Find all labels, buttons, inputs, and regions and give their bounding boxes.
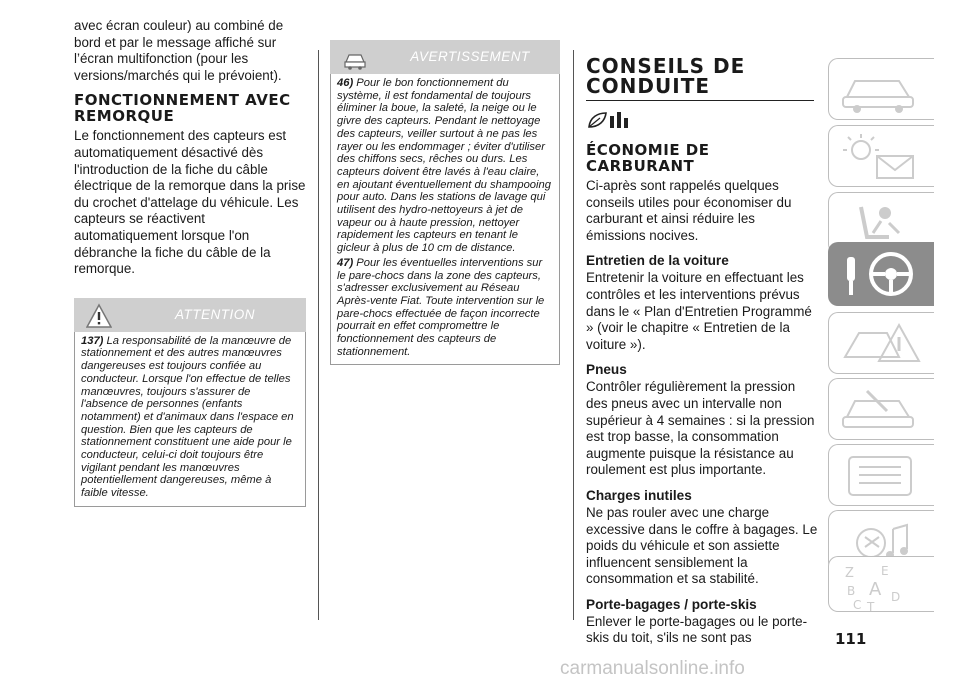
subsection-title: Entretien de la voiture bbox=[586, 253, 729, 269]
subsection-title: Porte-bagages / porte-skis bbox=[586, 596, 757, 612]
warning-body bbox=[330, 74, 560, 365]
alpha-letter: T bbox=[867, 600, 875, 614]
alpha-letter: Z bbox=[845, 566, 854, 581]
tab-maintenance[interactable] bbox=[828, 378, 934, 440]
note-number: 46) bbox=[337, 77, 354, 89]
tab-key-steering-wheel[interactable] bbox=[828, 242, 934, 306]
alpha-letter: C bbox=[853, 598, 862, 612]
economie-intro: Ci-après sont rappelés quelques conseils utiles pour économiser du carburant et ainsi réduire les émissions nocives. bbox=[586, 178, 792, 243]
tab-technical-data[interactable] bbox=[828, 444, 934, 506]
alphabetical-index-icon bbox=[837, 561, 927, 615]
attention-title: ATTENTION bbox=[175, 306, 255, 322]
subsection-text: Ne pas rouler avec une charge excessive dans le coffre à bagages. Le poids du véhicule et son assiette influencent sensiblement la consommation et sa stabilité. bbox=[586, 504, 818, 587]
eco-leaf-icon bbox=[586, 109, 638, 131]
warning-note bbox=[337, 77, 553, 255]
technical-data-icon bbox=[837, 449, 927, 503]
warning-note bbox=[337, 257, 553, 359]
page-number: 111 bbox=[835, 630, 867, 648]
column-2 bbox=[330, 40, 560, 365]
attention-header bbox=[74, 298, 306, 332]
car-dashboard-icon bbox=[837, 63, 927, 117]
subsection-text: Contrôler régulièrement la pression des pneus avec un intervalle non supérieur à 4 semaines : si la pression est trop basse, la consommation augmente puisque la résistance au roulement est plus importante. bbox=[586, 379, 815, 478]
tab-car-dashboard[interactable] bbox=[828, 58, 934, 120]
column-1 bbox=[74, 18, 306, 507]
warning-title: AVERTISSEMENT bbox=[410, 49, 530, 64]
maintenance-car-icon bbox=[837, 383, 927, 437]
chapter-title: CONSEILS DE CONDUITE bbox=[586, 56, 814, 101]
column-3 bbox=[586, 18, 818, 655]
subsection-title: Pneus bbox=[586, 362, 627, 378]
subsection-text: Entretenir la voiture en effectuant les contrôles et les interventions prévus dans le « Plan d'Entretien Programmé » (voir le chapitre « Entretien de la voiture »). bbox=[586, 270, 812, 352]
alpha-letter: D bbox=[891, 590, 901, 604]
car-warning-icon bbox=[342, 45, 368, 71]
column-divider bbox=[573, 50, 574, 620]
attention-body bbox=[74, 332, 306, 507]
key-steering-wheel-icon bbox=[837, 247, 927, 301]
warning-box bbox=[330, 40, 560, 365]
section-title-remorque: FONCTIONNEMENT AVEC REMORQUE bbox=[74, 91, 291, 126]
section-body-remorque: Le fonctionnement des capteurs est automatiquement désactivé dès l'introduction de la fiche du câble électrique de la remorque dans la prise du crochet d'attelage du véhicule. Les capteurs se réactivent automatiquement lorsque l'on débranche la fiche du câble de la remorque. bbox=[74, 128, 306, 277]
section-title-economie: ÉCONOMIE DE CARBURANT bbox=[586, 141, 710, 175]
tab-emergency[interactable] bbox=[828, 312, 934, 374]
subsection-title: Charges inutiles bbox=[586, 487, 692, 503]
alpha-letter: B bbox=[847, 584, 856, 598]
warning-triangle-icon bbox=[86, 303, 112, 329]
lights-message-icon bbox=[837, 130, 927, 184]
emergency-warning-icon bbox=[837, 317, 927, 371]
alpha-letter: E bbox=[881, 564, 889, 578]
warning-header bbox=[330, 40, 560, 74]
note-text: Pour le bon fonctionnement du système, il est fondamental de toujours éliminer la boue, la saleté, la neige ou le givre des capteurs. Pendant le nettoyage des capteurs, veiller surtout à ne pas les rayer ou les endommager ; éviter d'utiliser des chiffons secs, rêches ou durs. Les capteurs doivent être lavés à l'eau claire, en ajoutant éventuellement du shampooing pour auto. Dans les stations de lavage qui utilisent des hydro-nettoyeurs à jet de vapeur ou à haute pression, nettoyer rapidement les capteurs en tenant le gicleur à plus de 10 cm de distance. bbox=[337, 77, 551, 255]
subsection-text: Enlever le porte-bagages ou le porte-skis du toit, s'ils ne sont pas bbox=[586, 613, 808, 646]
attention-note bbox=[81, 335, 299, 500]
intro-text: avec écran couleur) au combiné de bord et par le message affiché sur l’écran multifonction (pour les versions/marchés qui le prévoient). bbox=[74, 18, 284, 83]
note-number: 137) bbox=[81, 334, 104, 347]
tab-alphabetical-index[interactable] bbox=[828, 556, 934, 612]
watermark: carmanualsonline.info bbox=[560, 658, 745, 679]
alpha-letter: A bbox=[869, 579, 882, 600]
column-divider bbox=[318, 50, 319, 620]
note-text: Pour les éventuelles interventions sur le pare-chocs dans la zone des capteurs, s'adresser exclusivement au Réseau Après-vente Fiat. Toute intervention sur le pare-chocs effectuée de façon incorrecte pourrait en effet compromettre le fonctionnement des capteurs de stationnement. bbox=[337, 256, 545, 358]
attention-box bbox=[74, 298, 306, 507]
tab-lights-message[interactable] bbox=[828, 125, 934, 187]
note-text: La responsabilité de la manœuvre de stationnement et des autres manœuvres dangereuses est toujours confiée au conducteur. Lorsque l'on effectue de telles manœuvres, toujours s'assurer de l'absence de personnes (enfants notamment) et d'animaux dans l'espace en question. Bien que les capteurs de stationnement constituent une aide pour le conducteur, celui-ci doit toujours être vigilant pendant les manœuvres potentiellement dangereuses, même à faible vitesse. bbox=[81, 334, 294, 500]
note-number: 47) bbox=[337, 256, 354, 269]
